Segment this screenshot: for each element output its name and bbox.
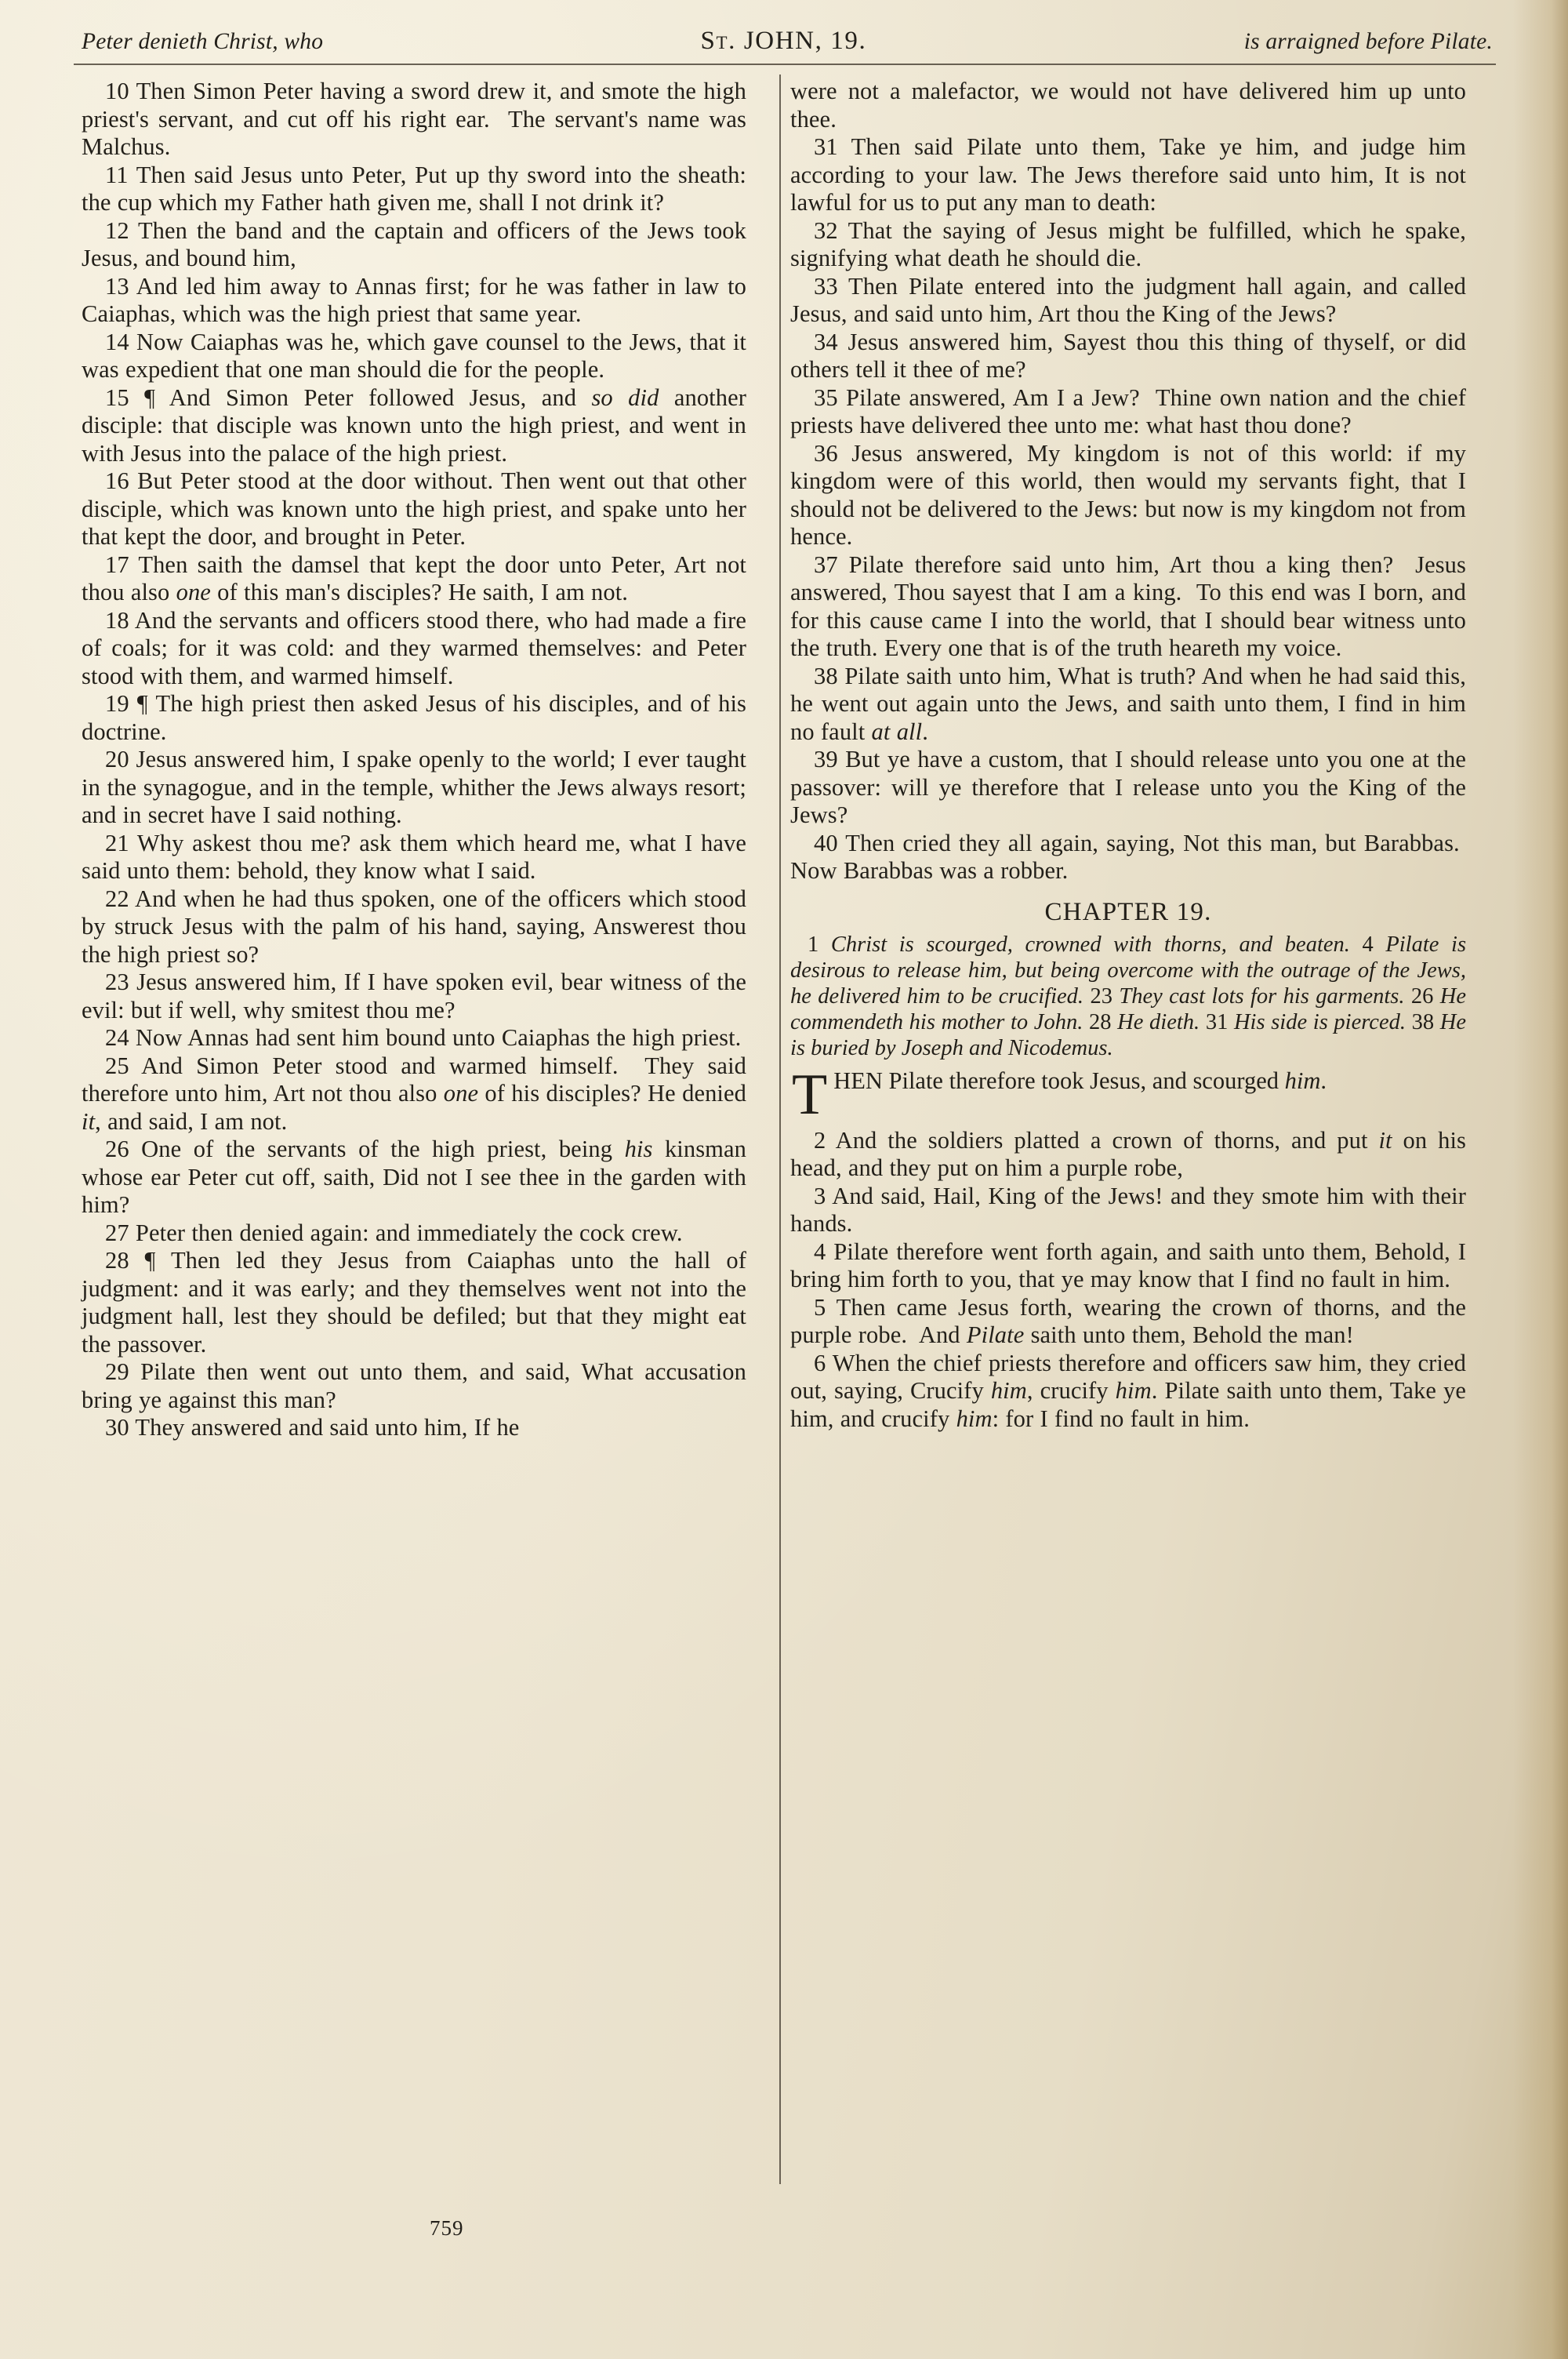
verse-22: 22 And when he had thus spoken, one of the officers which stood by struck Jesus with the palm of his hand, saying, Answerest thou the high priest so? [82, 885, 746, 968]
verse-33: 33 Then Pilate entered into the judgment hall again, and called Jesus, and said unto him, Art thou the King of the Jews? [790, 272, 1466, 327]
verse-12: 12 Then the band and the captain and officers of the Jews took Jesus, and bound him, [82, 216, 746, 271]
verse-40: 40 Then cried they all again, saying, Not this man, but Barabbas. Now Barabbas was a robber. [790, 829, 1466, 884]
column-divider [779, 75, 781, 2184]
running-head-center: St. JOHN, 19. [700, 27, 867, 55]
text-body [61, 78, 1504, 2242]
verse-29: 29 Pilate then went out unto them, and said, What accusation bring ye against this man? [82, 1358, 746, 1413]
verse-19-1: THEN Pilate therefore took Jesus, and scourged him. [792, 1062, 1327, 1127]
running-head [61, 27, 1504, 56]
verse-19-6: 6 When the chief priests therefore and officers saw him, they cried out, saying, Crucify him, crucify him. Pilate saith unto them, Take ye him, and crucify him: for I find no fault in him. [790, 1349, 1466, 1432]
verse-25: 25 And Simon Peter stood and warmed himself. They said therefore unto him, Art not thou also one of his disciples? He denied it, and said, I am not. [82, 1052, 746, 1135]
header-rule [74, 64, 1496, 65]
verse-37: 37 Pilate therefore said unto him, Art thou a king then? Jesus answered, Thou sayest that I am a king. To this end was I born, and for this cause came I into the world, that I should bear witness unto the truth. Every one that is of the truth heareth my voice. [790, 551, 1466, 661]
page-sheet [61, 27, 1504, 2317]
verse-38: 38 Pilate saith unto him, What is truth? And when he had said this, he went out again unto the Jews, and saith unto them, I find in him no fault at all. [790, 662, 1466, 745]
running-head-left: Peter denieth Christ, who [82, 29, 324, 54]
verse-23: 23 Jesus answered him, If I have spoken evil, bear witness of the evil: but if well, why smitest thou me? [82, 969, 746, 1023]
verse-15: 15 ¶ And Simon Peter followed Jesus, and so did another disciple: that disciple was known unto the high priest, and went in with Jesus into the palace of the high priest. [82, 383, 746, 467]
verse-1-leadin: HEN [833, 1067, 883, 1094]
chapter-heading: CHAPTER 19. [1044, 897, 1212, 926]
verse-18: 18 And the servants and officers stood there, who had made a fire of coals; for it was cold: and they warmed themselves: and Peter stood with them, and warmed himself. [82, 606, 746, 689]
verse-19-2: 2 And the soldiers platted a crown of thorns, and put it on his head, and they put on him a purple robe, [790, 1126, 1466, 1181]
verse-39: 39 But ye have a custom, that I should release unto you one at the passover: will ye therefore that I release unto you the King of the Jews? [790, 746, 1466, 828]
verse-28: 28 ¶ Then led they Jesus from Caiaphas unto the hall of judgment: and it was early; and they themselves went not into the judgment hall, lest they should be defiled; but that they might eat the passover. [82, 1247, 746, 1358]
verse-24: 24 Now Annas had sent him bound unto Caiaphas the high priest. [105, 1024, 742, 1051]
page-number: 759 [430, 2216, 464, 2240]
verse-11: 11 Then said Jesus unto Peter, Put up thy sword into the sheath: the cup which my Father hath given me, shall I not drink it? [82, 161, 746, 216]
verse-10: 10 Then Simon Peter having a sword drew it, and smote the high priest's servant, and cut off his right ear. The servant's name was Malchus. [82, 78, 746, 160]
verse-19-3: 3 And said, Hail, King of the Jews! and they smote him with their hands. [790, 1182, 1466, 1237]
verse-19: 19 ¶ The high priest then asked Jesus of his disciples, and of his doctrine. [82, 690, 746, 745]
verse-27: 27 Peter then denied again: and immediately the cock crew. [105, 1219, 683, 1246]
verse-34: 34 Jesus answered him, Sayest thou this thing of thyself, or did others tell it thee of me? [790, 328, 1466, 383]
verse-31: 31 Then said Pilate unto them, Take ye him, and judge him according to your law. The Jews therefore said unto him, It is not lawful for us to put any man to death: [790, 133, 1466, 216]
column-right [767, 78, 1472, 2242]
verse-35: 35 Pilate answered, Am I a Jew? Thine own nation and the chief priests have delivered thee unto me: what hast thou done? [790, 383, 1466, 438]
chapter-argument: 1 Christ is scourged, crowned with thorns, and beaten. 4 Pilate is desirous to release him, but being overcome with the outrage of the Jews, he delivered him to be crucified. 23 They cast lots for his garments. 26 He commendeth his mother to John. 28 He dieth. 31 His side is pierced. 38 He is buried by Joseph and Nicodemus. [790, 932, 1467, 1060]
verse-19-4: 4 Pilate therefore went forth again, and saith unto them, Behold, I bring him forth to you, that ye may know that I find no fault in him. [790, 1238, 1466, 1292]
verse-17: 17 Then saith the damsel that kept the door unto Peter, Art not thou also one of this man's disciples? He saith, I am not. [82, 551, 746, 605]
verse-36: 36 Jesus answered, My kingdom is not of this world: if my kingdom were of this world, then would my servants fight, that I should not be delivered to the Jews: but now is my kingdom not from hence. [790, 439, 1466, 550]
verse-30-continued: were not a malefactor, we would not have delivered him up unto thee. [790, 78, 1466, 133]
verse-13: 13 And led him away to Annas first; for he was father in law to Caiaphas, which was the high priest that same year. [82, 272, 746, 327]
verse-16: 16 But Peter stood at the door without. Then went out that other disciple, which was known unto the high priest, and spake unto her that kept the door, and brought in Peter. [82, 467, 746, 550]
verse-30: 30 They answered and said unto him, If he [105, 1414, 520, 1441]
running-head-right: is arraigned before Pilate. [1243, 29, 1493, 54]
verse-14: 14 Now Caiaphas was he, which gave counsel to the Jews, that it was expedient that one man should die for the people. [82, 328, 746, 383]
verse-21: 21 Why askest thou me? ask them which heard me, what I have said unto them: behold, they know what I said. [82, 829, 746, 884]
column-left [61, 78, 767, 2242]
drop-cap-letter: T [792, 1062, 828, 1127]
verse-20: 20 Jesus answered him, I spake openly to the world; I ever taught in the synagogue, and in the temple, whither the Jews always resort; and in secret have I said nothing. [82, 746, 746, 828]
verse-26: 26 One of the servants of the high priest, being his kinsman whose ear Peter cut off, saith, Did not I see thee in the garden with him? [82, 1136, 746, 1218]
verse-19-5: 5 Then came Jesus forth, wearing the crown of thorns, and the purple robe. And Pilate saith unto them, Behold the man! [790, 1293, 1466, 1348]
verse-32: 32 That the saying of Jesus might be fulfilled, which he spake, signifying what death he should die. [790, 216, 1466, 271]
